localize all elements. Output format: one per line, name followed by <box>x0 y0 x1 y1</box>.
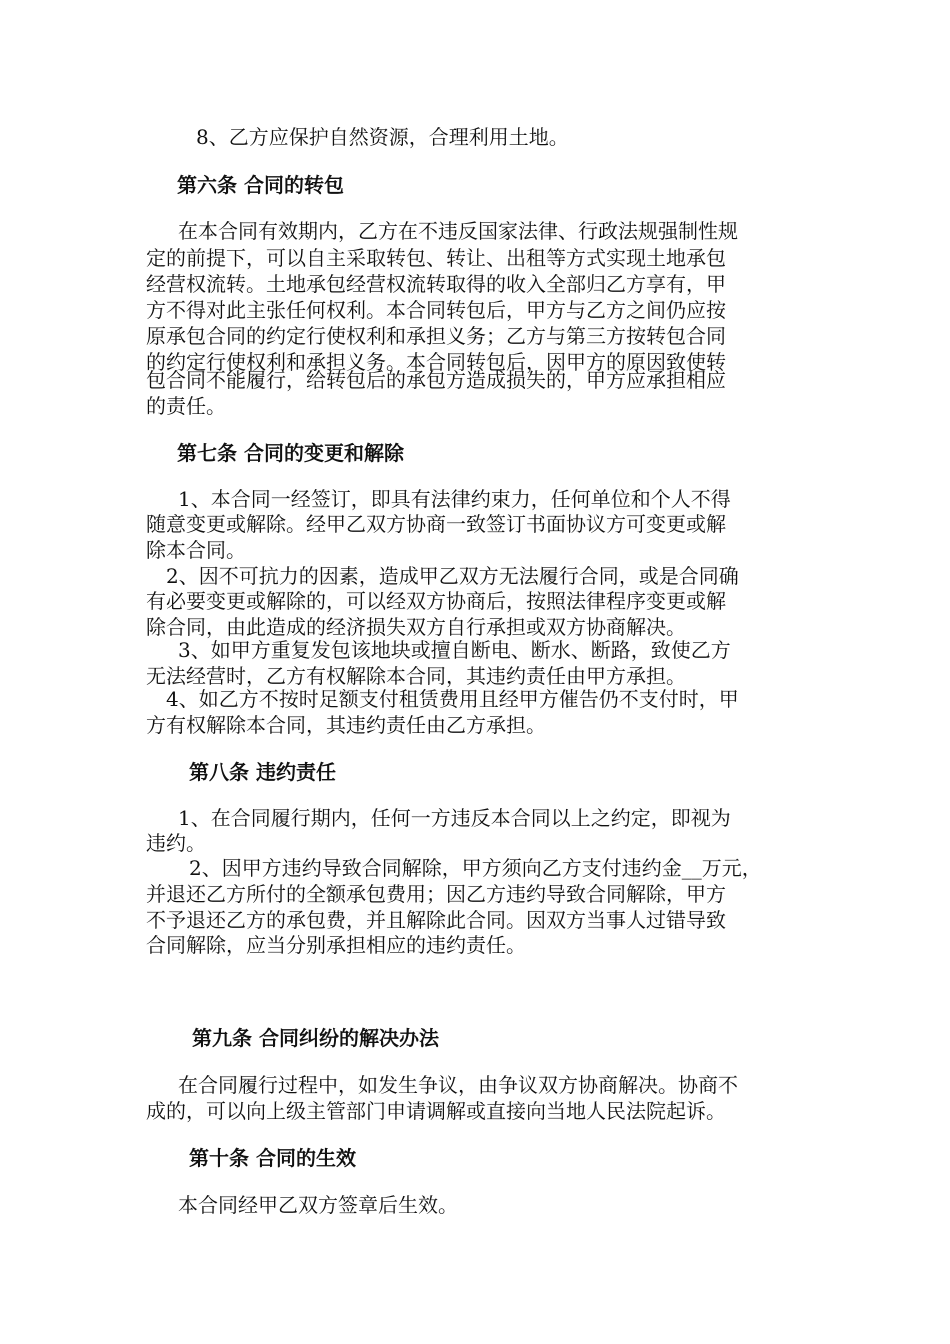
section-8-line: 不予退还乙方的承包费，并且解除此合同。因双方当事人过错导致 <box>146 908 726 932</box>
section-6-line: 方不得对此主张任何权利。本合同转包后，甲方与乙方之间仍应按 <box>146 298 726 322</box>
section-7-line: 2、因不可抗力的因素，造成甲乙双方无法履行合同，或是合同确 <box>166 564 739 588</box>
section-8-line: 合同解除，应当分别承担相应的违约责任。 <box>146 933 526 957</box>
section-7-heading: 第七条 合同的变更和解除 <box>177 441 404 465</box>
section-6-line: 包合同不能履行，给转包后的承包方造成损失的，甲方应承担相应 <box>146 368 726 392</box>
section-10-heading: 第十条 合同的生效 <box>189 1146 356 1170</box>
section-9-line: 成的，可以向上级主管部门申请调解或直接向当地人民法院起诉。 <box>146 1099 726 1123</box>
section-7-line: 无法经营时，乙方有权解除本合同，其违约责任由甲方承担。 <box>146 664 686 688</box>
section-6-line: 在本合同有效期内，乙方在不违反国家法律、行政法规强制性规 <box>178 219 738 243</box>
section-9-line: 在合同履行过程中，如发生争议，由争议双方协商解决。协商不 <box>178 1073 738 1097</box>
section-7-line: 除合同，由此造成的经济损失双方自行承担或双方协商解决。 <box>146 615 686 639</box>
section-8-line: 并退还乙方所付的全额承包费用；因乙方违约导致合同解除，甲方 <box>146 882 726 906</box>
section-7-line: 除本合同。 <box>146 538 246 562</box>
section-8-line: 1、在合同履行期内，任何一方违反本合同以上之约定，即视为 <box>178 806 731 830</box>
section-7-line: 随意变更或解除。经甲乙双方协商一致签订书面协议方可变更或解 <box>146 512 726 536</box>
section-8-heading: 第八条 违约责任 <box>189 760 336 784</box>
section-7-line: 有必要变更或解除的，可以经双方协商后，按照法律程序变更或解 <box>146 589 726 613</box>
section-10-line: 本合同经甲乙双方签章后生效。 <box>178 1193 458 1217</box>
section-6-line: 定的前提下，可以自主采取转包、转让、出租等方式实现土地承包 <box>146 246 726 270</box>
section-7-line: 3、如甲方重复发包该地块或擅自断电、断水、断路，致使乙方 <box>178 638 731 662</box>
section-6-line: 的约定行使权利和承担义务。本合同转包后，因甲方的原因致使转 <box>146 350 726 374</box>
section-9-heading: 第九条 合同纠纷的解决办法 <box>192 1026 439 1050</box>
section-7-line: 1、本合同一经签订，即具有法律约束力，任何单位和个人不得 <box>178 487 731 511</box>
section-7-line: 方有权解除本合同，其违约责任由乙方承担。 <box>146 713 546 737</box>
section-8-line: 2、因甲方违约导致合同解除，甲方须向乙方支付违约金__万元， <box>189 856 762 880</box>
section-6-line: 经营权流转。土地承包经营权流转取得的收入全部归乙方享有，甲 <box>146 272 726 296</box>
section-6-line: 的责任。 <box>146 394 226 418</box>
section-6-line: 原承包合同的约定行使权利和承担义务；乙方与第三方按转包合同 <box>146 324 726 348</box>
section-7-line: 4、如乙方不按时足额支付租赁费用且经甲方催告仍不支付时，甲 <box>166 687 739 711</box>
section-8-line: 违约。 <box>146 831 206 855</box>
clause-item-8: 8、乙方应保护自然资源，合理利用土地。 <box>196 125 569 149</box>
section-6-heading: 第六条 合同的转包 <box>177 173 344 197</box>
